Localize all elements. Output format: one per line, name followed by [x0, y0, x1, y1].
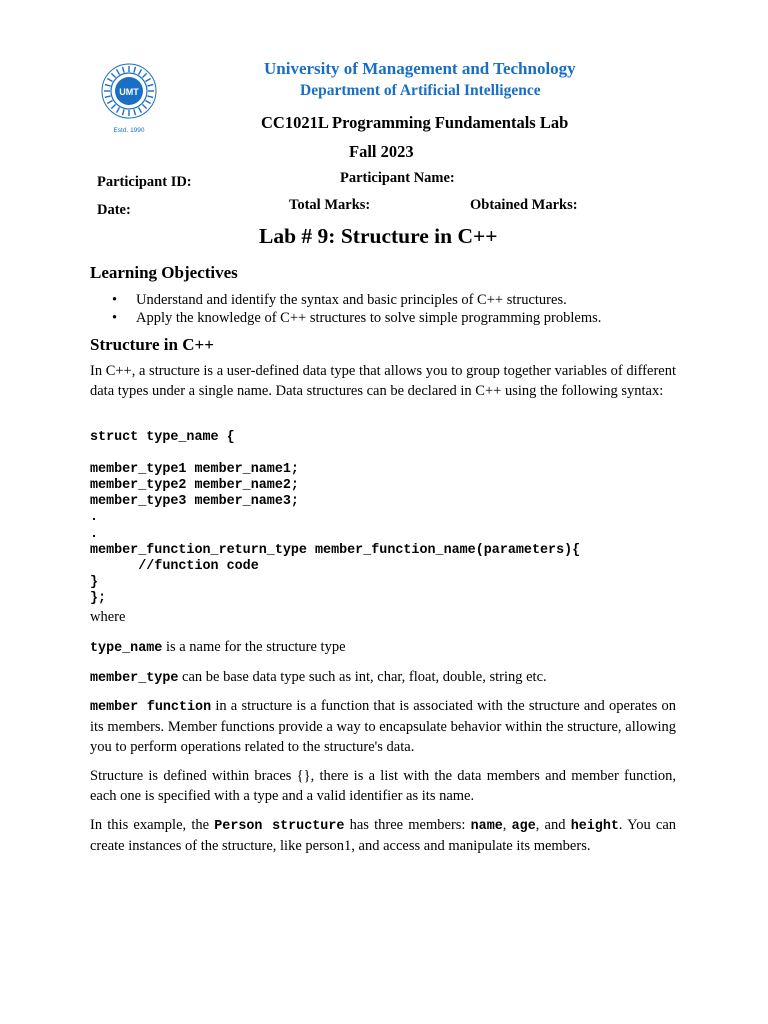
type-name-paragraph	[90, 638, 676, 659]
example-text: In this example, the	[90, 817, 215, 833]
member-function-desc: in a structure is a function that is associated with the structure and operates on its members. Member functions provide a way to encapsulate behavior within the structure, allowing you to perform operations related to the structure's data.	[90, 698, 676, 755]
participant-name-label: Participant Name:	[340, 170, 455, 186]
term: Fall 2023	[349, 142, 414, 161]
member-type-desc: can be base data type such as int, char, float, double, string etc.	[178, 669, 547, 685]
example-text: , and	[535, 817, 571, 833]
member-function-term: member function	[90, 700, 212, 715]
code-block: struct type_name { member_type1 member_name1; member_type2 member_name2; member_type3 member_name3; . . member_function_return_type member_function_name(parameters){ //function code } };	[90, 430, 581, 606]
type-name-desc: is a name for the structure type	[162, 639, 346, 655]
where-text: where	[90, 609, 126, 625]
braces-paragraph: Structure is defined within braces {}, there is a list with the data members and member function, each one is specified with a type and a valid identifier as its name.	[90, 768, 676, 804]
section-heading: Structure in C++	[90, 335, 214, 354]
list-item: • Apply the knowledge of C++ structures to solve simple programming problems.	[90, 309, 601, 327]
participant-id-label: Participant ID:	[97, 174, 192, 190]
date-label: Date:	[97, 202, 131, 218]
objectives-list	[90, 291, 601, 327]
logo-estd: Estd. 1990	[113, 127, 145, 134]
obtained-marks-label: Obtained Marks:	[470, 197, 578, 213]
intro-paragraph: In C++, a structure is a user-defined data type that allows you to group together variables of different data types under a single name. Data structures can be declared in C++ using the following syntax:	[90, 363, 676, 399]
lab-title: Lab # 9: Structure in C++	[259, 224, 498, 248]
name-term: name	[470, 819, 503, 834]
member-type-paragraph	[90, 668, 676, 689]
course-title: CC1021L Programming Fundamentals Lab	[261, 113, 569, 132]
example-text: ,	[502, 817, 512, 833]
height-term: height	[570, 819, 619, 834]
age-term: age	[511, 819, 536, 834]
example-text: has three members:	[344, 817, 471, 833]
umt-seal-icon	[96, 58, 162, 138]
university-name: University of Management and Technology	[264, 59, 576, 78]
person-structure-term: Person structure	[214, 819, 345, 834]
member-function-paragraph	[90, 697, 676, 757]
university-logo	[96, 58, 162, 138]
list-item: • Understand and identify the syntax and basic principles of C++ structures.	[90, 291, 601, 309]
member-type-term: member_type	[90, 671, 179, 686]
type-name-term: type_name	[90, 641, 163, 656]
example-paragraph	[90, 816, 676, 857]
department-name: Department of Artificial Intelligence	[300, 82, 541, 99]
example-text: . You can create instances of the structure, like person1, and access and manipulate its members.	[90, 817, 677, 854]
logo-text: UMT	[119, 87, 139, 97]
objectives-heading: Learning Objectives	[90, 263, 238, 282]
total-marks-label: Total Marks:	[289, 197, 371, 213]
